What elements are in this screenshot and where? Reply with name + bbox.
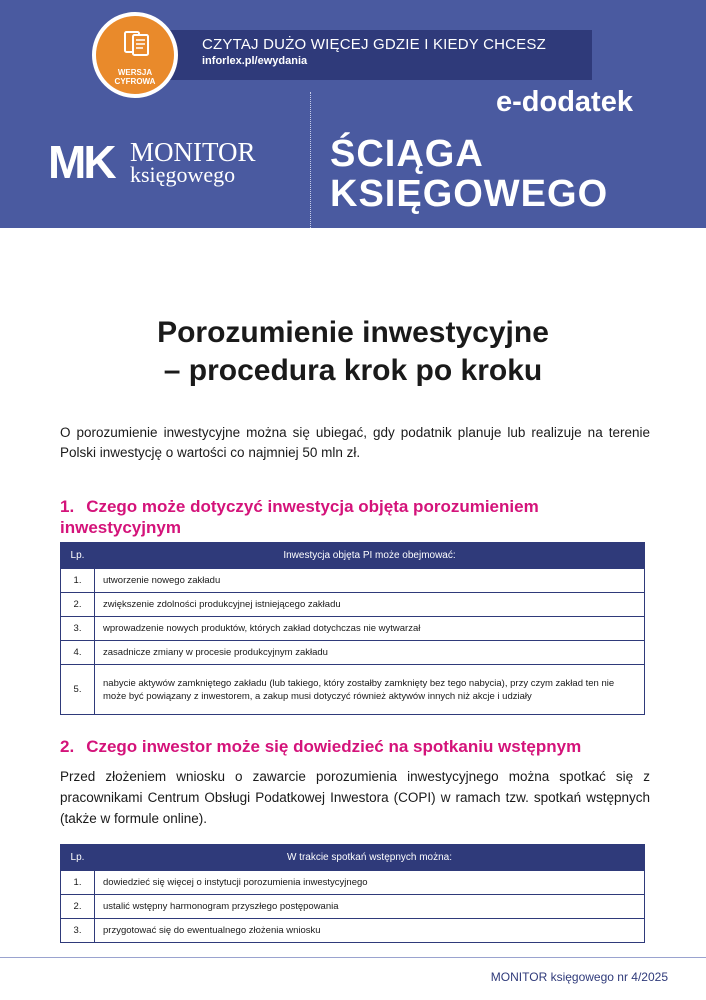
- table-row: [61, 569, 645, 593]
- table-row: [61, 665, 645, 715]
- table-row: [61, 617, 645, 641]
- row-text: dowiedzieć się więcej o instytucji porozumienia inwestycyjnego: [95, 871, 645, 895]
- table-header-row: [61, 845, 645, 871]
- intro-paragraph: O porozumienie inwestycyjne można się ubiegać, gdy podatnik planuje lub realizuje na terenie Polski inwestycję o wartości co najmniej 50 mln zł.: [60, 425, 650, 460]
- tablet-pages-icon: [122, 28, 152, 58]
- row-lp: 4.: [61, 641, 95, 665]
- col-main-header: W trakcie spotkań wstępnych można:: [95, 845, 645, 871]
- row-text: utworzenie nowego zakładu: [95, 569, 645, 593]
- promo-bar[interactable]: [170, 30, 592, 80]
- row-lp: 3.: [61, 617, 95, 641]
- badge-label: WERSJA CYFROWA: [114, 68, 156, 86]
- logo-word-monitor: MONITOR: [130, 137, 256, 167]
- row-lp: 1.: [61, 871, 95, 895]
- table-row: [61, 895, 645, 919]
- row-text: nabycie aktywów zamkniętego zakładu (lub takiego, który zostałby zamknięty bez tego nabycia), przy czym zakład ten nie może być powiązany z inwestorem, a zakup musi dotyczyć również aktywów innych niż akcje i udziały: [95, 665, 645, 715]
- section-1-heading: [60, 496, 650, 538]
- table-header-row: [61, 543, 645, 569]
- row-lp: 2.: [61, 895, 95, 919]
- row-lp: 2.: [61, 593, 95, 617]
- table-row: [61, 871, 645, 895]
- col-lp-header: Lp.: [61, 845, 95, 871]
- section-2-paragraph: Przed złożeniem wniosku o zawarcie porozumienia inwestycyjnego można spotkać się z pracownikami Centrum Obsługi Podatkowej Inwestora (COPI) w ramach tzw. spotkań wstępnych (także w formule online).: [60, 769, 650, 826]
- col-main-header: Inwestycja objęta PI może obejmować:: [95, 543, 645, 569]
- section-2-heading: [60, 736, 650, 757]
- header-banner: [0, 0, 706, 228]
- promo-headline: CZYTAJ DUŻO WIĘCEJ GDZIE I KIEDY CHCESZ: [202, 36, 546, 53]
- row-text: ustalić wstępny harmonogram przyszłego postępowania: [95, 895, 645, 919]
- row-lp: 1.: [61, 569, 95, 593]
- row-lp: 5.: [61, 665, 95, 715]
- section-2-title: Czego inwestor może się dowiedzieć na spotkaniu wstępnym: [86, 737, 582, 756]
- section-1-number: 1.: [60, 497, 75, 516]
- col-lp-header: Lp.: [61, 543, 95, 569]
- table-row: [61, 919, 645, 943]
- row-text: przygotować się do ewentualnego złożenia wniosku: [95, 919, 645, 943]
- preliminary-meetings-table: [60, 844, 645, 943]
- footer-divider: [0, 957, 706, 958]
- logo-mark: MK: [48, 136, 114, 188]
- row-text: zwiększenie zdolności produkcyjnej istniejącego zakładu: [95, 593, 645, 617]
- publication-title: ŚCIĄGA KSIĘGOWEGO: [330, 133, 609, 215]
- row-lp: 3.: [61, 919, 95, 943]
- logo-word-ksiegowego: księgowego: [130, 162, 236, 187]
- investment-scope-table: [60, 542, 645, 715]
- row-text: zasadnicze zmiany w procesie produkcyjnym zakładu: [95, 641, 645, 665]
- promo-link[interactable]: inforlex.pl/ewydania: [202, 55, 308, 67]
- row-text: wprowadzenie nowych produktów, których zakład dotychczas nie wytwarzał: [95, 617, 645, 641]
- footer-issue-label: MONITOR księgowego nr 4/2025: [490, 970, 668, 984]
- section-2-number: 2.: [60, 737, 75, 756]
- section-1-title: Czego może dotyczyć inwestycja objęta porozumieniem inwestycyjnym: [60, 497, 539, 537]
- header-divider: [310, 92, 311, 228]
- document-title: Porozumienie inwestycyjne – procedura krok po kroku: [157, 316, 549, 387]
- edodatek-label: e-dodatek: [496, 86, 633, 118]
- digital-version-badge: [92, 12, 178, 98]
- table-row: [61, 641, 645, 665]
- table-row: [61, 593, 645, 617]
